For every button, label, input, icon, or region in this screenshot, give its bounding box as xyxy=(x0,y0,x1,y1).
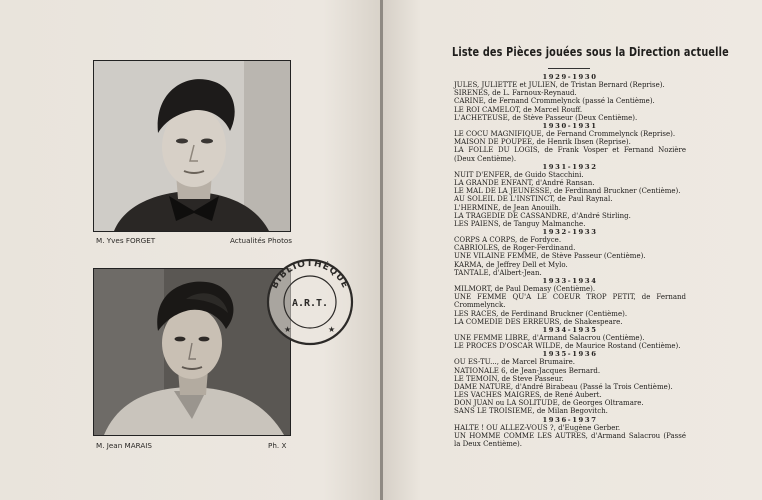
page-title: Liste des Pièces jouées sous la Direction actuelle xyxy=(452,44,729,59)
season-heading: 1931-1932 xyxy=(542,162,598,171)
season-heading: 1936-1937 xyxy=(542,415,598,424)
play-entry: UNE VILAINE FEMME, de Stève Passeur (Centième). xyxy=(454,252,646,261)
photo1-caption-credit: Actualités Photos xyxy=(230,236,293,245)
play-entry: LES PAIENS, de Tanguy Malmanche. xyxy=(454,219,586,228)
photo2-caption-credit: Ph. X xyxy=(268,441,287,450)
play-entry: CARINE, de Fernand Crommelynck (passé la Centième). xyxy=(454,97,655,106)
stamp-library-text: BIBLIOTHÈQUE xyxy=(269,258,351,291)
play-entry: CORPS A CORPS, de Fordyce. xyxy=(454,236,562,245)
plays-list xyxy=(454,73,686,448)
season-heading: 1933-1934 xyxy=(542,276,598,285)
play-entry: LE COCU MAGNIFIQUE, de Fernand Crommelynck (Reprise). xyxy=(454,130,676,139)
photo2-caption-name: M. Jean MARAIS xyxy=(96,441,152,450)
play-entry: DAME NATURE, d'André Birabeau (Passé la Trois Centième). xyxy=(454,382,673,391)
play-entry: JULES, JULIETTE et JULIEN, de Tristan Bernard (Reprise). xyxy=(454,81,665,90)
season-heading: 1929-1930 xyxy=(542,73,598,81)
play-entry: LA COMEDIE DES ERREURS, de Shakespeare. xyxy=(454,317,623,326)
season-heading: 1930-1931 xyxy=(542,121,598,130)
season-heading: 1935-1936 xyxy=(542,350,598,359)
stamp-star-right-icon: ★ xyxy=(328,325,336,334)
play-entry: MAISON DE POUPEE, de Henrik Ibsen (Reprise). xyxy=(454,138,631,147)
title-divider xyxy=(548,68,590,69)
season-heading: 1934-1935 xyxy=(542,325,598,334)
play-entry: SIRENES, de L. Farnoux-Reynaud. xyxy=(454,89,577,98)
play-entry: LES RACES, de Ferdinand Bruckner (Centième). xyxy=(454,309,628,318)
play-entry: UNE FEMME LIBRE, d'Armand Salacrou (Centième). xyxy=(454,334,645,342)
play-entry: LE TEMOIN, de Steve Passeur. xyxy=(454,374,564,383)
play-entry: DON JUAN ou LA SOLITUDE, de Georges Oltramare. xyxy=(454,399,644,408)
play-entry: LE MAL DE LA JEUNESSE, de Ferdinand Bruckner (Centième). xyxy=(454,187,681,196)
play-entry: AU SOLEIL DE L'INSTINCT, de Paul Raynal. xyxy=(454,195,613,204)
photo1-caption-name: M. Yves FORGET xyxy=(96,236,156,245)
season-heading: 1932-1933 xyxy=(542,227,598,236)
play-entry: TANTALE, d'Albert-Jean. xyxy=(454,268,542,277)
play-entry: LE PROCES D'OSCAR WILDE, de Maurice Rostand (Centième). xyxy=(454,342,681,351)
play-entry: SANS LE TROISIEME, de Milan Begovitch. xyxy=(454,407,608,416)
play-entry: UN HOMME COMME LES AUTRES, d'Armand Salacrou (Passé la Deux Centième). xyxy=(454,431,686,449)
play-entry: UNE FEMME QU'A LE COEUR TROP PETIT, de Fernand Crommelynck. xyxy=(454,293,686,310)
play-entry: MILMORT, de Paul Demasy (Centième). xyxy=(454,285,596,294)
play-entry: OU ES-TU..., de Marcel Brumaire. xyxy=(454,358,576,367)
play-entry: LES VACHES MAIGRES, de René Aubert. xyxy=(454,391,602,400)
play-entry: NUIT D'ENFER, de Guido Stacchini. xyxy=(454,170,584,179)
play-entry: L'HERMINE, de Jean Anouilh. xyxy=(454,203,561,212)
play-entry: CABRIOLES, de Roger-Ferdinand. xyxy=(454,244,576,253)
portrait-photo-yves-forget xyxy=(93,60,291,232)
library-stamp xyxy=(258,252,362,346)
play-entry: L'ACHETEUSE, de Stève Passeur (Deux Centième). xyxy=(454,113,638,122)
play-entry: KARMA, de Jeffrey Dell et Mylo. xyxy=(454,260,568,269)
play-entry: LE ROI CAMELOT, de Marcel Rouff. xyxy=(454,105,583,114)
stamp-initials: A.R.T. xyxy=(291,298,329,309)
play-entry: LA TRAGEDIE DE CASSANDRE, d'André Stirling. xyxy=(454,211,631,220)
play-entry: NATIONALE 6, de Jean-Jacques Bernard. xyxy=(454,366,601,375)
play-entry: LA FOLLE DU LOGIS, de Frank Vosper et Fernand Nozière (Deux Centième). xyxy=(454,146,686,163)
stamp-star-left-icon: ★ xyxy=(284,325,292,334)
play-entry: HALTE ! OU ALLEZ-VOUS ?, d'Eugène Gerber. xyxy=(454,423,621,432)
play-entry: LA GRANDE ENFANT, d'André Ransan. xyxy=(454,179,595,188)
